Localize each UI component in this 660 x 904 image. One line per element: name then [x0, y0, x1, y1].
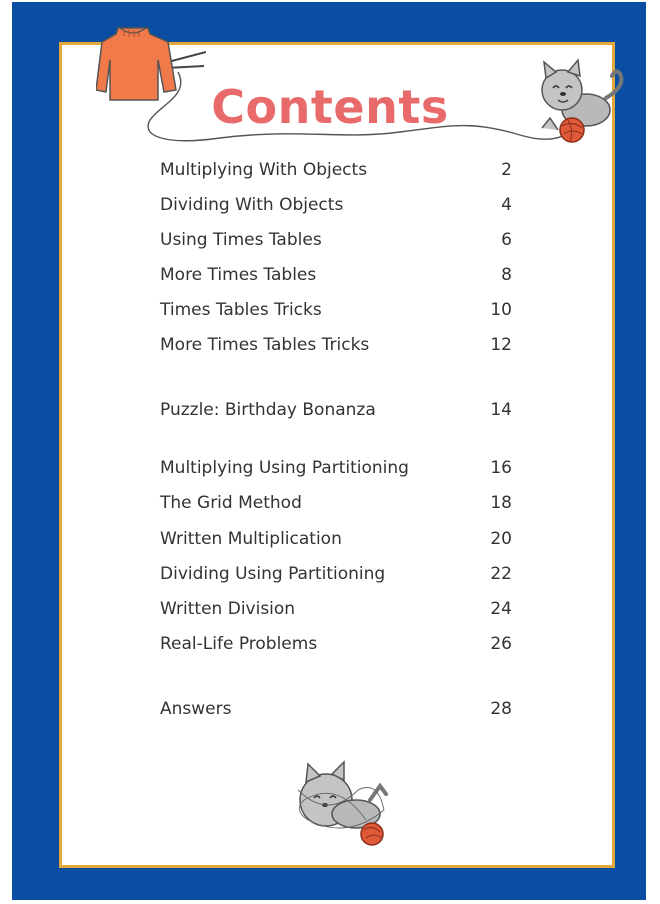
toc-entry-title: Answers	[160, 699, 232, 719]
toc-entry-page: 2	[501, 160, 512, 180]
toc-entry-title: Written Multiplication	[160, 529, 342, 549]
toc-entry-title: Times Tables Tricks	[160, 300, 322, 320]
toc-entry[interactable]	[160, 226, 512, 254]
toc-entry-title: Puzzle: Birthday Bonanza	[160, 400, 376, 420]
toc-entry[interactable]	[160, 296, 512, 324]
toc-entry-title: Multiplying Using Partitioning	[160, 458, 409, 478]
toc-entry[interactable]	[160, 489, 512, 517]
toc-entry-title: Dividing Using Partitioning	[160, 564, 386, 584]
toc-entry-page: 20	[490, 529, 512, 549]
toc-entry[interactable]	[160, 454, 512, 482]
toc-entry-page: 12	[490, 335, 512, 355]
toc-entry-title: Multiplying With Objects	[160, 160, 368, 180]
toc-entry-page: 22	[490, 564, 512, 584]
toc-entry[interactable]	[160, 156, 512, 184]
toc-entry[interactable]	[160, 560, 512, 588]
page-title: Contents	[211, 80, 449, 134]
toc-entry-page: 18	[490, 493, 512, 513]
toc-entry-title: Dividing With Objects	[160, 195, 344, 215]
toc-entry-title: Using Times Tables	[160, 230, 322, 250]
toc-entry[interactable]	[160, 191, 512, 219]
toc-entry[interactable]	[160, 396, 512, 424]
toc-entry[interactable]	[160, 695, 512, 723]
toc-entry-title: Real-Life Problems	[160, 634, 318, 654]
toc-entry[interactable]	[160, 331, 512, 359]
toc-entry-page: 6	[501, 230, 512, 250]
toc-entry-page: 4	[501, 195, 512, 215]
toc-entry-title: More Times Tables Tricks	[160, 335, 370, 355]
toc-entry-title: Written Division	[160, 599, 296, 619]
toc-entry-title: The Grid Method	[160, 493, 302, 513]
toc-entry-page: 14	[490, 400, 512, 420]
toc-entry[interactable]	[160, 261, 512, 289]
tangled-cat-illustration	[288, 760, 392, 852]
toc-entry-page: 24	[490, 599, 512, 619]
toc-entry-page: 8	[501, 265, 512, 285]
toc-entry[interactable]	[160, 525, 512, 553]
toc-entry-page: 28	[490, 699, 512, 719]
toc-entry[interactable]	[160, 630, 512, 658]
toc-entry-title: More Times Tables	[160, 265, 317, 285]
toc-entry-page: 26	[490, 634, 512, 654]
toc-entry[interactable]	[160, 595, 512, 623]
toc-entry-page: 16	[490, 458, 512, 478]
toc-entry-page: 10	[490, 300, 512, 320]
